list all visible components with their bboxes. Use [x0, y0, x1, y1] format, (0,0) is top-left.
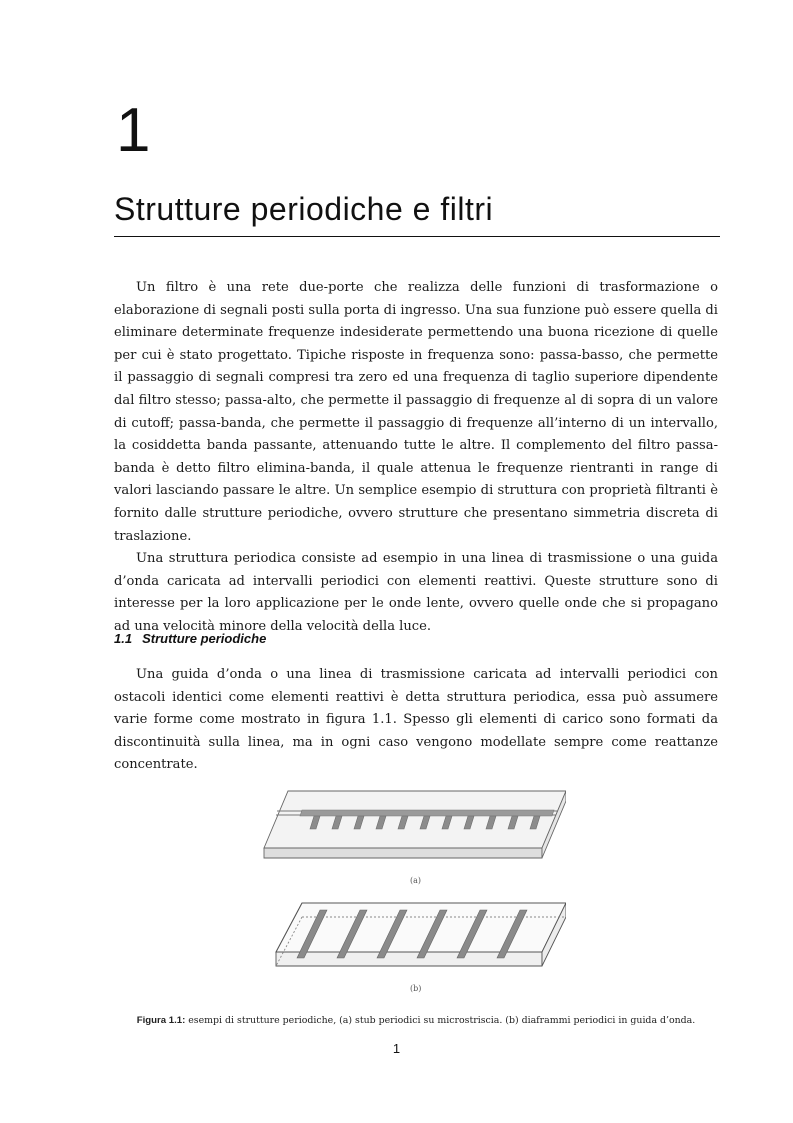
figure-caption-label: Figura 1.1: — [136, 1015, 186, 1026]
intro-paragraph-2: Una struttura periodica consiste ad esempio in una linea di trasmissione o una guida d’onda caricata ad intervalli periodici con elementi reattivi. Queste strutture sono di interesse per la loro applicazione per le onde lente, ovvero quelle onde che si propagano ad una velocità minore della velocità della luce. — [114, 551, 718, 634]
figure-caption-text: esempi di strutture periodiche, (a) stub periodici su microstriscia. (b) diaframmi periodici in guida d’onda. — [185, 1015, 696, 1026]
chapter-title: Strutture periodiche e filtri — [114, 191, 494, 227]
figure-periodic-structures — [262, 786, 566, 998]
figure-caption — [114, 1015, 718, 1026]
section-text — [114, 664, 718, 777]
page-number: 1 — [392, 1041, 401, 1056]
title-rule — [114, 236, 720, 237]
section-number: 1.1 — [114, 631, 133, 646]
chapter-number: 1 — [116, 96, 151, 165]
intro-text — [114, 277, 718, 639]
section-heading — [114, 631, 266, 646]
section-paragraph-1: Una guida d’onda o una linea di trasmissione caricata ad intervalli periodici con ostacoli identici come elementi reattivi è detta struttura periodica, essa può assumere varie forme come mostrato in figura 1.1. Spesso gli elementi di carico sono formati da discontinuità sulla linea, ma in ogni caso vengono modellate sempre come reattanze concentrate. — [114, 667, 718, 773]
figure-a-microstrip — [264, 791, 566, 858]
intro-paragraph-1: Un filtro è una rete due-porte che realizza delle funzioni di trasformazione o elaborazione di segnali posti sulla porta di ingresso. Una sua funzione può essere quella di eliminare determinate frequenze indesiderate permettendo una buona ricezione di quelle per cui è stato progettato. Tipiche risposte in frequenza sono: passa-basso, che permette il passaggio di segnali compresi tra zero ed una frequenza di taglio superiore dipendente dal filtro stesso; passa-alto, che permette il passaggio di frequenze al di sopra di un valore di cutoff; passa-banda, che permette il passaggio di frequenze all’interno di un intervallo, la cosiddetta banda passante, attenuando tutte le altre. Il complemento del filtro passa-banda è detto filtro elimina-banda, il quale attenua le frequenze rientranti in range di valori lasciando passare le altre. Un semplice esempio di struttura con proprietà filtranti è fornito dalle strutture periodiche, ovvero strutture che presentano simmetria discreta di traslazione. — [114, 280, 718, 544]
figure-label-b: (b) — [410, 984, 422, 993]
figure-label-a: (a) — [410, 876, 422, 885]
section-title: Strutture periodiche — [142, 631, 267, 646]
figure-b-waveguide — [276, 903, 566, 966]
